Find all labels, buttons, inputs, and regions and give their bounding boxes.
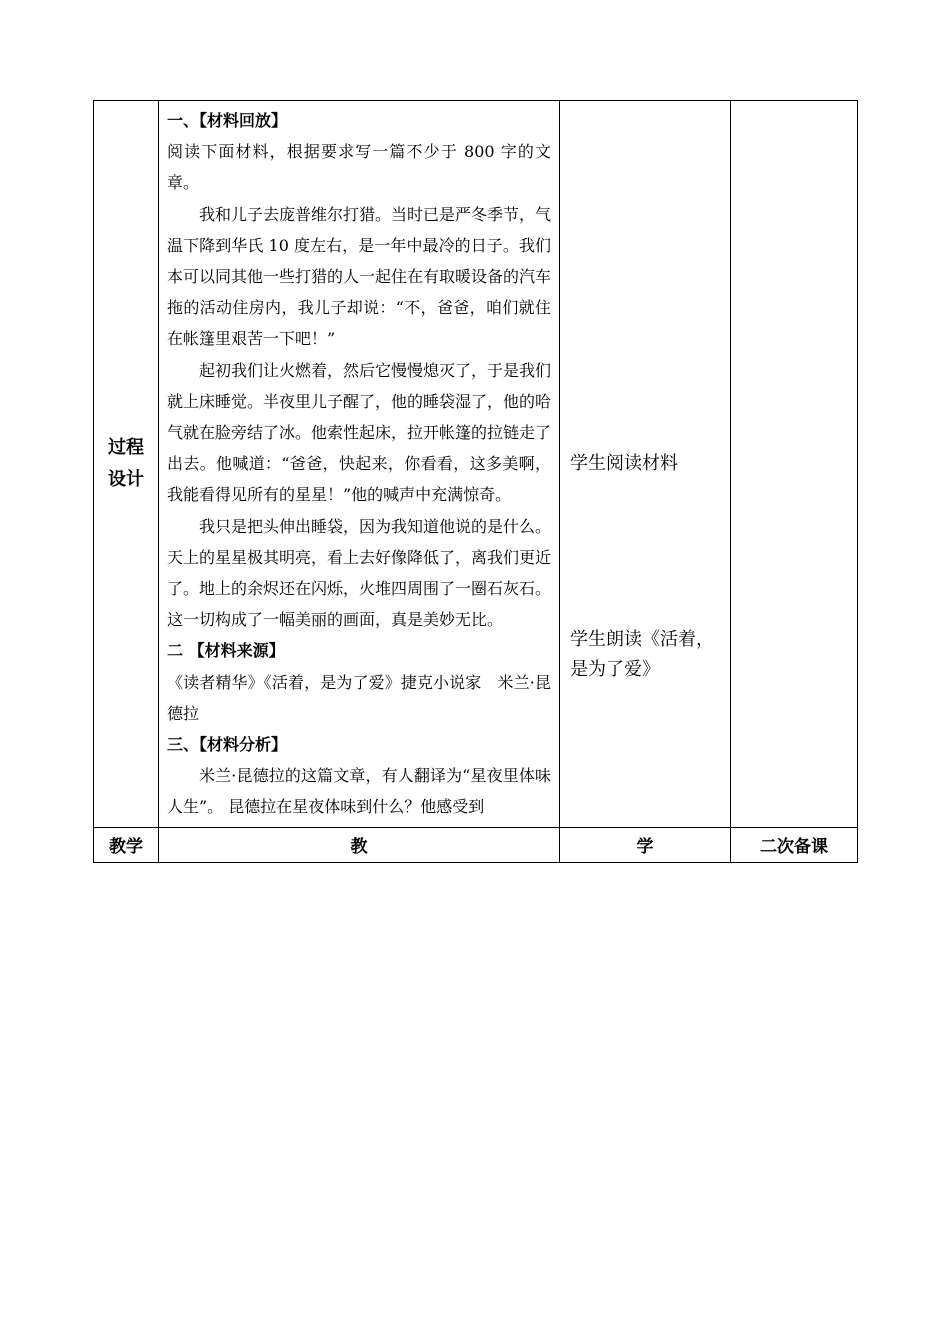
footer-teach-label: 教 xyxy=(159,827,560,862)
second-prep-cell xyxy=(731,101,858,828)
row-label-line-2: 设计 xyxy=(108,468,144,490)
material-paragraph-3: 我只是把头伸出睡袋，因为我知道他说的是什么。天上的星星极其明亮，看上去好像降低了，离我们更近了。地上的余烬还在闪烁，火堆四周围了一圈石灰石。这一切构成了一幅美丽的画面，真是美妙无比。 xyxy=(167,516,552,630)
student-note-read: 学生阅读材料 xyxy=(570,453,678,474)
student-note-recite: 学生朗读《活着，是为了爱》 xyxy=(570,629,714,680)
material-paragraph-2: 起初我们让火燃着，然后它慢慢熄灭了，于是我们就上床睡觉。半夜里儿子醒了，他的睡袋湿了，他的哈气就在脸旁结了冰。他索性起床，拉开帐篷的拉链走了出去。他喊道：“爸爸，快起来，你看看，这多美啊，我能看得见所有的星星！”他的喊声中充满惊奇。 xyxy=(167,360,552,505)
section3-text: 米兰·昆德拉的这篇文章，有人翻译为“星夜里体味人生”。 昆德拉在星夜体味到什么？他感受到 xyxy=(167,766,551,817)
lesson-plan-table xyxy=(93,100,858,863)
row-label-cell xyxy=(94,101,159,828)
student-activity-cell xyxy=(560,101,731,828)
material-paragraph-1: 我和儿子去庞普维尔打猎。当时已是严冬季节，气温下降到华氏 10 度左右，是一年中最冷的日子。我们本可以同其他一些打猎的人一起住在有取暖设备的汽车拖的活动住房内，我儿子却说：“不，爸爸，咱们就住在帐篷里艰苦一下吧！” xyxy=(167,204,552,349)
section2-title: 二 【材料来源】 xyxy=(167,641,285,661)
footer-learn-label: 学 xyxy=(560,827,731,862)
section1-intro: 阅读下面材料，根据要求写一篇不少于 800 字的文章。 xyxy=(167,142,551,193)
section3-title: 三、【材料分析】 xyxy=(167,735,288,755)
section1-title: 一、【材料回放】 xyxy=(167,111,288,130)
row-label-line-1: 过程 xyxy=(108,436,144,458)
section2-text: 《读者精华》《活着，是为了爱》捷克小说家 米兰·昆德拉 xyxy=(167,672,551,723)
process-design-row xyxy=(94,101,858,828)
table-footer-row xyxy=(94,827,858,862)
footer-second-prep-label: 二次备课 xyxy=(731,827,858,862)
teacher-activity-cell xyxy=(159,101,560,828)
footer-teaching-label: 教学 xyxy=(94,827,159,862)
